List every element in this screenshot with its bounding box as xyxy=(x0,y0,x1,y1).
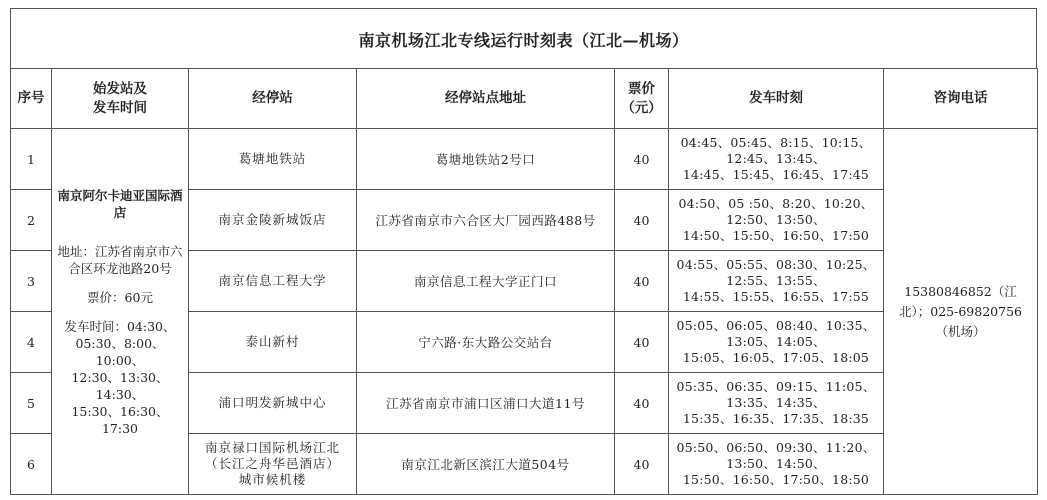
stop-name-line-1: 南京禄口国际机场江北 xyxy=(204,440,340,455)
ticket-price: 40 xyxy=(615,190,669,251)
stop-address: 葛塘地铁站2号口 xyxy=(357,129,615,190)
departure-times-line-1: 04:55、05:55、08:30、10:25、12:55、13:55、 xyxy=(676,257,876,288)
row-seq: 6 xyxy=(11,434,52,495)
departure-times xyxy=(669,129,884,190)
departure-times xyxy=(669,373,884,434)
origin-times-line-4: 15:30、16:30、17:30 xyxy=(71,403,169,436)
stop-address: 江苏省南京市浦口区浦口大道11号 xyxy=(357,373,615,434)
origin-times-line-3: 12:30、13:30、14:30、 xyxy=(71,369,169,402)
header-origin xyxy=(52,69,189,129)
origin-name: 南京阿尔卡迪亚国际酒店 xyxy=(57,187,183,220)
ticket-price: 40 xyxy=(615,373,669,434)
stop-address: 宁六路·东大路公交站台 xyxy=(357,312,615,373)
row-seq: 3 xyxy=(11,251,52,312)
origin-fare: 票价：60元 xyxy=(87,289,153,305)
departure-times xyxy=(669,190,884,251)
stop-name-line-3: 城市候机楼 xyxy=(238,472,307,487)
header-times: 发车时刻 xyxy=(669,69,884,129)
schedule-table xyxy=(10,68,1038,495)
departure-times-line-1: 05:35、06:35、09:15、11:05、13:35、14:35、 xyxy=(676,379,876,410)
stop-name: 浦口明发新城中心 xyxy=(189,373,357,434)
phone-line-3: （机场） xyxy=(935,323,986,339)
header-seq: 序号 xyxy=(11,69,52,129)
header-stop: 经停站 xyxy=(189,69,357,129)
departure-times-line-2: 14:55、15:55、16:55、17:55 xyxy=(682,289,870,304)
stop-address: 南京江北新区滨江大道504号 xyxy=(357,434,615,495)
stop-name: 南京信息工程大学 xyxy=(189,251,357,312)
departure-times-line-1: 05:50、06:50、09:30、11:20、13:50、14:50、 xyxy=(676,440,876,471)
departure-times-line-2: 15:50、16:50、17:50、18:50 xyxy=(682,472,870,487)
departure-times-line-2: 14:50、15:50、16:50、17:50 xyxy=(682,228,870,243)
origin-times-line-1: 发车时间：04:30、 xyxy=(64,318,176,334)
header-phone: 咨询电话 xyxy=(884,69,1038,129)
origin-address-line-2: 合区环龙池路20号 xyxy=(68,260,172,276)
departure-times xyxy=(669,312,884,373)
header-price xyxy=(615,69,669,129)
phone-cell xyxy=(884,129,1038,495)
header-price-line-1: 票价 xyxy=(628,80,655,97)
origin-times-line-2: 05:30、8:00、10:00、 xyxy=(75,335,165,368)
header-address: 经停站点地址 xyxy=(357,69,615,129)
document-title: 南京机场江北专线运行时刻表（江北—机场） xyxy=(10,8,1037,69)
origin-cell xyxy=(52,129,189,495)
table-row xyxy=(11,129,1038,190)
ticket-price: 40 xyxy=(615,251,669,312)
row-seq: 5 xyxy=(11,373,52,434)
stop-name xyxy=(189,434,357,495)
departure-times-line-1: 04:45、05:45、8:15、10:15、12:45、13:45、 xyxy=(680,135,872,166)
ticket-price: 40 xyxy=(615,434,669,495)
stop-name-line-2: （长江之舟华邑酒店） xyxy=(204,456,340,471)
departure-times-line-2: 15:35、16:35、17:35、18:35 xyxy=(682,411,870,426)
stop-address: 江苏省南京市六合区大厂园西路488号 xyxy=(357,190,615,251)
stop-name: 葛塘地铁站 xyxy=(189,129,357,190)
header-origin-line-1: 始发站及 xyxy=(93,80,147,97)
departure-times-line-1: 05:05、06:05、08:40、10:35、13:05、14:05、 xyxy=(676,318,876,349)
phone-line-1: 15380846852（江 xyxy=(904,283,1017,299)
header-origin-line-2: 发车时间 xyxy=(93,99,147,116)
departure-times xyxy=(669,251,884,312)
departure-times-line-2: 14:45、15:45、16:45、17:45 xyxy=(682,167,870,182)
header-price-line-2: （元） xyxy=(621,99,662,116)
header-row xyxy=(11,69,1038,129)
schedule-document xyxy=(10,8,1037,492)
row-seq: 2 xyxy=(11,190,52,251)
departure-times xyxy=(669,434,884,495)
stop-name: 泰山新村 xyxy=(189,312,357,373)
ticket-price: 40 xyxy=(615,129,669,190)
departure-times-line-2: 15:05、16:05、17:05、18:05 xyxy=(682,350,870,365)
row-seq: 1 xyxy=(11,129,52,190)
phone-line-2: 北）；025-69820756 xyxy=(899,303,1022,319)
departure-times-line-1: 04:50、05 :50、8:20、10:20、12:50、13:50、 xyxy=(678,196,874,227)
stop-name: 南京金陵新城饭店 xyxy=(189,190,357,251)
ticket-price: 40 xyxy=(615,312,669,373)
stop-address: 南京信息工程大学正门口 xyxy=(357,251,615,312)
origin-address-line-1: 地址：江苏省南京市六 xyxy=(57,243,183,259)
row-seq: 4 xyxy=(11,312,52,373)
